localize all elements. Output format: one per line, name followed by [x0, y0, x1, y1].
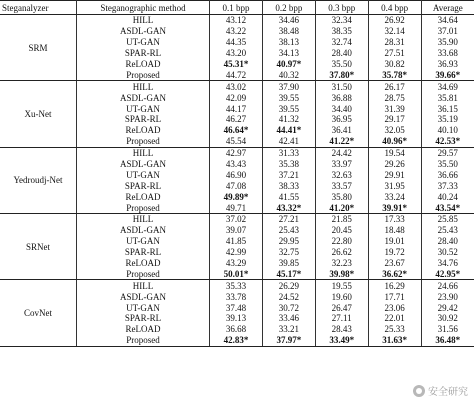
value-cell-0-1-bpp: 42.97 [210, 147, 263, 158]
value-cell-average: 34.69 [437, 81, 458, 92]
value-cell-0-4-bpp: 28.75 [368, 92, 421, 103]
value-cell-0-1-bpp: 42.99 [210, 247, 263, 258]
value-cell-0-1-bpp: 44.72 [210, 69, 263, 80]
value-cell-0-2-bpp: 43.32* [262, 202, 315, 213]
value-cell-0-3-bpp: 33.97 [315, 159, 368, 170]
value-cell-0-4-bpp: 27.51 [368, 48, 421, 59]
value-cell-0-4-bpp: 31.39 [368, 103, 421, 114]
value-cell-0-1-bpp: 49.89* [210, 191, 263, 202]
wechat-logo-icon [413, 385, 425, 397]
value-cell-average: 35.90 [437, 37, 458, 48]
value-cell-0-2-bpp: 37.97* [262, 335, 315, 346]
value-cell-0-1-bpp: 36.68 [210, 324, 263, 335]
method-cell: ASDL-GAN [77, 92, 210, 103]
value-cell-average: 36.15 [437, 103, 458, 114]
value-cell-0-3-bpp: 32.34 [315, 15, 368, 26]
value-cell-average: 30.92 [437, 313, 458, 324]
value-cell-0-2-bpp: 42.41 [262, 136, 315, 147]
value-cell-0-2-bpp: 41.32 [262, 114, 315, 125]
value-cell-0-1-bpp: 46.27 [210, 114, 263, 125]
value-cell-0-4-bpp: 19.01 [368, 236, 421, 247]
method-cell: Proposed [77, 69, 210, 80]
value-cell-0-2-bpp: 25.43 [262, 225, 315, 236]
method-cell: ReLOAD [77, 125, 210, 136]
value-cell-0-1-bpp: 44.17 [210, 103, 263, 114]
value-cell-average: 37.01 [437, 26, 458, 37]
value-cell-0-2-bpp: 29.95 [262, 236, 315, 247]
method-cell: ReLOAD [77, 59, 210, 70]
value-cell-average: 39.66* [421, 69, 474, 80]
value-cell-0-4-bpp: 19.72 [368, 247, 421, 258]
value-cell-0-1-bpp: 39.13 [210, 313, 263, 324]
value-cell-0-3-bpp: 27.11 [315, 313, 368, 324]
value-cell-0-4-bpp: 17.71 [368, 291, 421, 302]
method-cell: HILL [77, 280, 210, 291]
value-cell-0-2-bpp: 40.32 [262, 69, 315, 80]
value-cell-0-1-bpp: 37.02 [210, 214, 263, 225]
value-cell-0-3-bpp: 39.98* [315, 268, 368, 279]
watermark-text: 安全研究 [428, 387, 468, 398]
method-cell: ReLOAD [77, 191, 210, 202]
value-cell-0-1-bpp: 47.08 [210, 180, 263, 191]
value-cell-0-2-bpp: 44.41* [262, 125, 315, 136]
value-cell-0-2-bpp: 41.55 [262, 191, 315, 202]
steganalyzer-cell: CovNet [0, 280, 77, 346]
value-cell-average: 36.48* [421, 335, 474, 346]
value-cell-0-2-bpp: 31.33 [262, 147, 315, 158]
method-cell: SPAR-RL [77, 247, 210, 258]
value-cell-0-3-bpp: 31.50 [315, 81, 368, 92]
value-cell-average: 30.52 [437, 247, 458, 258]
value-cell-0-3-bpp: 33.49* [315, 335, 368, 346]
value-cell-0-3-bpp: 32.23 [315, 258, 368, 269]
header-0-2-bpp: 0.2 bpp [262, 1, 315, 15]
method-cell: SPAR-RL [77, 180, 210, 191]
value-cell-0-4-bpp: 22.01 [368, 313, 421, 324]
value-cell-0-4-bpp: 26.92 [368, 15, 421, 26]
value-cell-0-1-bpp: 46.64* [210, 125, 263, 136]
value-cell-0-2-bpp: 27.21 [262, 214, 315, 225]
method-cell: ASDL-GAN [77, 159, 210, 170]
value-cell-0-1-bpp: 49.71 [210, 202, 263, 213]
value-cell-0-4-bpp: 29.17 [368, 114, 421, 125]
method-cell: UT-GAN [77, 302, 210, 313]
value-cell-0-1-bpp: 43.29 [210, 258, 263, 269]
value-cell-average: 33.68 [437, 48, 458, 59]
value-cell-0-4-bpp: 32.14 [368, 26, 421, 37]
value-cell-0-1-bpp: 37.48 [210, 302, 263, 313]
value-cell-0-3-bpp: 33.57 [315, 180, 368, 191]
steganalyzer-cell: SRNet [0, 214, 77, 280]
value-cell-0-3-bpp: 21.85 [315, 214, 368, 225]
value-cell-0-2-bpp: 24.52 [262, 291, 315, 302]
value-cell-0-4-bpp: 23.06 [368, 302, 421, 313]
value-cell-0-1-bpp: 43.02 [210, 81, 263, 92]
value-cell-0-3-bpp: 19.60 [315, 291, 368, 302]
value-cell-0-1-bpp: 39.07 [210, 225, 263, 236]
method-cell: HILL [77, 147, 210, 158]
value-cell-0-3-bpp: 26.62 [315, 247, 368, 258]
value-cell-0-1-bpp: 44.35 [210, 37, 263, 48]
value-cell-average: 42.53* [421, 136, 474, 147]
header-steganalyzer: Steganalyzer [0, 1, 77, 15]
value-cell-average: 29.57 [437, 148, 458, 159]
value-cell-average: 42.95* [421, 268, 474, 279]
value-cell-0-3-bpp: 24.42 [315, 147, 368, 158]
header-0-3-bpp: 0.3 bpp [315, 1, 368, 15]
value-cell-0-4-bpp: 17.33 [368, 214, 421, 225]
value-cell-0-2-bpp: 40.97* [262, 59, 315, 70]
method-cell: ReLOAD [77, 324, 210, 335]
value-cell-0-4-bpp: 29.26 [368, 159, 421, 170]
value-cell-average: 35.81 [437, 92, 458, 103]
value-cell-0-3-bpp: 36.95 [315, 114, 368, 125]
value-cell-0-3-bpp: 32.63 [315, 169, 368, 180]
value-cell-0-2-bpp: 37.21 [262, 169, 315, 180]
value-cell-0-2-bpp: 35.38 [262, 159, 315, 170]
header-0-1-bpp: 0.1 bpp [210, 1, 263, 15]
method-cell: HILL [77, 15, 210, 26]
value-cell-0-4-bpp: 31.63* [368, 335, 421, 346]
value-cell-average: 31.56 [437, 324, 458, 335]
value-cell-0-2-bpp: 32.75 [262, 247, 315, 258]
value-cell-0-2-bpp: 34.13 [262, 48, 315, 59]
value-cell-0-2-bpp: 34.46 [262, 15, 315, 26]
value-cell-0-3-bpp: 19.55 [315, 280, 368, 291]
value-cell-0-4-bpp: 25.33 [368, 324, 421, 335]
value-cell-average: 37.33 [437, 180, 458, 191]
method-cell: SPAR-RL [77, 48, 210, 59]
method-cell: Proposed [77, 136, 210, 147]
value-cell-0-1-bpp: 43.22 [210, 26, 263, 37]
value-cell-0-1-bpp: 42.83* [210, 335, 263, 346]
value-cell-0-1-bpp: 35.33 [210, 280, 263, 291]
value-cell-0-3-bpp: 26.47 [315, 302, 368, 313]
value-cell-0-2-bpp: 30.72 [262, 302, 315, 313]
table-row [0, 81, 474, 92]
method-cell: UT-GAN [77, 37, 210, 48]
header-0-4-bpp: 0.4 bpp [368, 1, 421, 15]
method-cell: ASDL-GAN [77, 26, 210, 37]
value-cell-0-1-bpp: 46.90 [210, 169, 263, 180]
value-cell-0-2-bpp: 33.21 [262, 324, 315, 335]
value-cell-0-4-bpp: 33.24 [368, 191, 421, 202]
value-cell-0-3-bpp: 32.74 [315, 37, 368, 48]
value-cell-0-1-bpp: 33.78 [210, 291, 263, 302]
value-cell-0-2-bpp: 37.90 [262, 81, 315, 92]
value-cell-0-4-bpp: 30.82 [368, 59, 421, 70]
table-row [0, 214, 474, 225]
method-cell: UT-GAN [77, 103, 210, 114]
method-cell: HILL [77, 214, 210, 225]
value-cell-0-4-bpp: 16.29 [368, 280, 421, 291]
value-cell-average: 34.76 [437, 258, 458, 269]
value-cell-average: 24.66 [437, 280, 458, 291]
value-cell-0-3-bpp: 38.35 [315, 26, 368, 37]
value-cell-0-4-bpp: 19.54 [368, 147, 421, 158]
value-cell-0-3-bpp: 35.80 [315, 191, 368, 202]
header-method: Steganographic method [77, 1, 210, 15]
value-cell-0-2-bpp: 26.29 [262, 280, 315, 291]
method-cell: ReLOAD [77, 258, 210, 269]
value-cell-average: 28.40 [437, 236, 458, 247]
value-cell-0-3-bpp: 22.80 [315, 236, 368, 247]
header-average: Average [421, 1, 474, 15]
value-cell-average: 43.54* [421, 202, 474, 213]
value-cell-average: 35.19 [437, 114, 458, 125]
value-cell-0-3-bpp: 28.40 [315, 48, 368, 59]
value-cell-0-3-bpp: 20.45 [315, 225, 368, 236]
value-cell-0-2-bpp: 45.17* [262, 268, 315, 279]
method-cell: ASDL-GAN [77, 291, 210, 302]
value-cell-0-3-bpp: 34.40 [315, 103, 368, 114]
value-cell-average: 35.50 [437, 159, 458, 170]
method-cell: UT-GAN [77, 236, 210, 247]
value-cell-0-4-bpp: 28.31 [368, 37, 421, 48]
value-cell-0-2-bpp: 39.85 [262, 258, 315, 269]
value-cell-0-4-bpp: 31.95 [368, 180, 421, 191]
value-cell-0-4-bpp: 40.96* [368, 136, 421, 147]
table-row [0, 15, 474, 26]
value-cell-0-2-bpp: 33.46 [262, 313, 315, 324]
method-cell: SPAR-RL [77, 313, 210, 324]
value-cell-0-2-bpp: 38.13 [262, 37, 315, 48]
value-cell-0-2-bpp: 39.55 [262, 103, 315, 114]
value-cell-0-4-bpp: 32.05 [368, 125, 421, 136]
value-cell-average: 36.93 [437, 59, 458, 69]
value-cell-0-1-bpp: 42.09 [210, 92, 263, 103]
method-cell: HILL [77, 81, 210, 92]
value-cell-0-2-bpp: 39.55 [262, 92, 315, 103]
value-cell-0-4-bpp: 18.48 [368, 225, 421, 236]
value-cell-average: 40.10 [437, 125, 458, 136]
table-body [0, 15, 474, 347]
value-cell-0-3-bpp: 28.43 [315, 324, 368, 335]
value-cell-0-3-bpp: 36.88 [315, 92, 368, 103]
value-cell-0-1-bpp: 43.43 [210, 159, 263, 170]
value-cell-0-4-bpp: 36.62* [368, 268, 421, 279]
value-cell-0-2-bpp: 38.33 [262, 180, 315, 191]
value-cell-0-4-bpp: 26.17 [368, 81, 421, 92]
watermark [413, 383, 468, 398]
value-cell-0-1-bpp: 45.54 [210, 136, 263, 147]
value-cell-0-1-bpp: 43.20 [210, 48, 263, 59]
value-cell-0-3-bpp: 41.20* [315, 202, 368, 213]
table-row [0, 147, 474, 158]
steganalyzer-cell: Yedroudj-Net [0, 147, 77, 213]
value-cell-average: 23.90 [437, 291, 458, 302]
steganalyzer-cell: SRM [0, 15, 77, 81]
method-cell: UT-GAN [77, 169, 210, 180]
value-cell-0-4-bpp: 35.78* [368, 69, 421, 80]
steganalyzer-cell: Xu-Net [0, 81, 77, 147]
value-cell-0-1-bpp: 43.12 [210, 15, 263, 26]
method-cell: ASDL-GAN [77, 225, 210, 236]
value-cell-0-4-bpp: 39.91* [368, 202, 421, 213]
value-cell-0-4-bpp: 29.91 [368, 169, 421, 180]
value-cell-average: 29.42 [437, 302, 458, 313]
header-row [0, 1, 474, 15]
table-row [0, 280, 474, 291]
value-cell-0-3-bpp: 35.50 [315, 59, 368, 70]
value-cell-0-1-bpp: 45.31* [210, 59, 263, 70]
value-cell-0-1-bpp: 41.85 [210, 236, 263, 247]
value-cell-average: 25.85 [437, 214, 458, 225]
value-cell-average: 40.24 [437, 191, 458, 202]
value-cell-0-3-bpp: 36.41 [315, 125, 368, 136]
value-cell-0-3-bpp: 37.80* [315, 69, 368, 80]
value-cell-0-3-bpp: 41.22* [315, 136, 368, 147]
method-cell: Proposed [77, 335, 210, 346]
value-cell-average: 36.66 [437, 169, 458, 180]
value-cell-average: 34.64 [437, 15, 458, 26]
value-cell-average: 25.43 [437, 225, 458, 236]
method-cell: SPAR-RL [77, 114, 210, 125]
value-cell-0-2-bpp: 38.48 [262, 26, 315, 37]
method-cell: Proposed [77, 202, 210, 213]
value-cell-0-1-bpp: 50.01* [210, 268, 263, 279]
method-cell: Proposed [77, 268, 210, 279]
value-cell-0-4-bpp: 23.67 [368, 258, 421, 269]
